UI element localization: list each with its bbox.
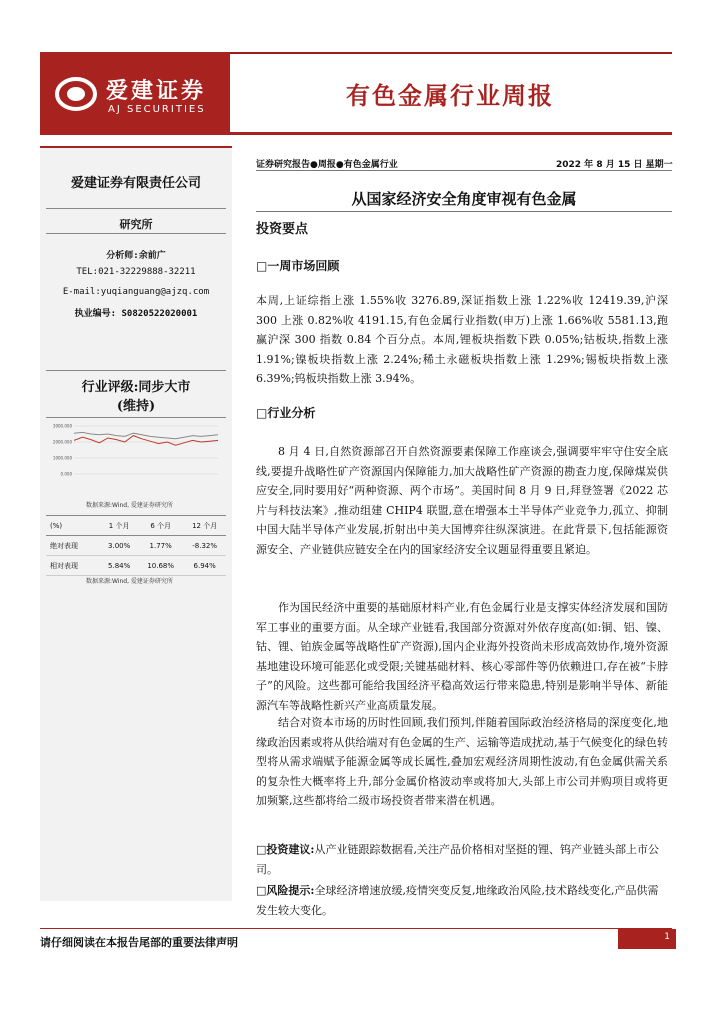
paragraph-analysis-1: 8 月 4 日,自然资源部召开自然资源要素保障工作座谈会,强调要牢牢守住安全底线,要提升战略性矿产资源国内保障能力,加大战略性矿产资源的勘查力度,保障煤炭供应安全,同时要用好“两种资源、两个市场”。美国时间 8 月 9 日,拜登签署《2022 芯片与科技法案》,推动组建 CHIP4 联盟,意在增强本土半导体产业竞争力,孤立、抑制中国大陆半导体产业发展,折射出中美大国博弈往纵深演进。在此背景下,包括能源资源安全、产业链供应链安全在内的国家经济安全议题显得重要且紧迫。 [256,445,668,556]
table-row [46,556,226,576]
divider [256,170,672,171]
rating-line-1: 行业评级:同步大市 [81,380,191,395]
institute-label: 研究所 [119,218,153,231]
analyst-tel: TEL:021-32229888-32211 [76,267,196,277]
analyst-name: 分析师:余前广 [106,251,166,261]
divider [46,233,226,234]
table-cell: -8.32% [183,536,226,556]
license-number: 执业编号: S0820522020001 [74,309,198,319]
risk-label: □风险提示: [256,884,315,897]
chart-grid [74,426,218,474]
chart-y-tick-label: 1000.000 [52,455,72,461]
paragraph-analysis-3: 结合对资本市场的历时性回顾,我们预判,伴随着国际政治经济格局的深度变化,地缘政治因素或将从供给端对有色金属的生产、运输等造成扰动,基于气候变化的绿色转型将从需求端赋予能源金属等成长属性,叠加宏观经济周期性波动,有色金属供需关系的复杂性大概率将上升,部分金属价格波动率或将加大,头部上市公司并购项目或将更加频繁,这些都将给二级市场投资者带来潜在机遇。 [256,716,668,807]
chart-y-tick-label: 2000.000 [52,439,72,445]
legal-notice: 请仔细阅读在本报告尾部的重要法律声明 [40,936,238,949]
sidebar-top-rule [40,146,232,148]
chart-tick-labels [53,424,73,477]
divider [46,370,226,371]
brand-logo [40,52,230,134]
table-cell: 3.00% [100,536,138,556]
key-points-heading: 投资要点 [256,222,309,237]
chart-source-note: 数据来源:Wind, 爱建证券研究所 [86,502,173,509]
page-number: 1 [618,929,676,949]
table-cell: 1.77% [138,536,183,556]
table-row [46,536,226,556]
table-cell: 10.68% [138,556,183,576]
logo-text-cn: 爱建证券 [106,79,207,104]
analyst-email[interactable]: E-mail:yuqianguang@ajzq.com [62,287,210,297]
investment-advice [256,840,668,880]
page-title: 从国家经济安全角度审视有色金属 [351,190,577,208]
industry-rating [40,378,232,416]
table-header-cell: 1 个月 [100,516,138,536]
logo-text-en: AJ SECURITIES [108,104,206,115]
chart-series-line [74,432,218,438]
paragraph-analysis-2: 作为国民经济中重要的基础原材料产业,有色金属行业是支撑实体经济发展和国防军工事业的重要方面。从全球产业链看,我国部分资源对外依存度高(如:铜、铝、镍、钴、锂、铂族金属等战略性矿产资源),国内企业海外投资尚未形成高效协作,境外资源基地建设环境可能恶化或受限;关键基础材料、核心零部件等仍依赖进口,存在被“卡脖子”的风险。这些都可能给我国经济平稳高效运行带来隐患,特别是影响半导体、新能源汽车等战略性新兴产业高质量发展。 [256,601,668,712]
company-name: 爱建证券有限责任公司 [70,176,201,191]
table-header-cell: 12 个月 [183,516,226,536]
table-header-cell: 6 个月 [138,516,183,536]
risk-warning [256,881,668,921]
advice-label: □投资建议: [256,843,315,856]
footer-rule [40,928,672,929]
risk-text: 全球经济增速放缓,疫情突变反复,地缘政治风险,技术路线变化,产品供需发生较大变化。 [256,884,659,917]
table-source-note: 数据来源:Wind, 爱建证券研究所 [86,578,173,585]
table-cell: 相对表现 [46,556,100,576]
report-title: 有色金属行业周报 [346,81,554,110]
index-line-chart [40,418,230,488]
table-cell: 绝对表现 [46,536,100,556]
paragraph-market-review: 本周,上证综指上涨 1.55%收 3276.89,深证指数上涨 1.22%收 12419.39,沪深 300 上涨 0.82%收 4191.15,有色金属行业指数(申万)上涨 1.66%收 5581.13,跑赢沪深 300 指数 0.84 个百分点。本周,锂板块指数下跌 0.05%;钴板块,指数上涨 1.91%;镍板块指数上涨 2.24%;稀土永磁板块指数上涨 1.29%;锡板块指数上涨 6.39%;钨板块指数上涨 3.94%。 [256,294,668,385]
divider [256,211,672,212]
breadcrumb: 证券研究报告●周报●有色金属行业 [256,160,398,170]
chart-y-tick-label: 3000.000 [52,423,72,429]
chart-series [74,432,218,445]
performance-table [46,515,226,576]
advice-text: 从产业链跟踪数据看,关注产品价格相对坚挺的锂、钨产业链头部上市公司。 [256,843,659,876]
table-cell: 5.84% [100,556,138,576]
logo-icon [54,72,98,116]
report-date: 2022 年 8 月 15 日 星期一 [556,160,673,170]
divider [46,208,226,209]
rating-line-2: (维持) [116,399,156,414]
section-heading-market-review: □一周市场回顾 [256,259,340,273]
section-heading-industry-analysis: □行业分析 [256,406,316,420]
table-header-row [46,516,226,536]
chart-y-tick-label: 0.000 [60,471,72,477]
chart-series-line [74,436,218,446]
table-header-cell: (%) [46,516,100,536]
header-rule [40,132,672,135]
table-cell: 6.94% [183,556,226,576]
